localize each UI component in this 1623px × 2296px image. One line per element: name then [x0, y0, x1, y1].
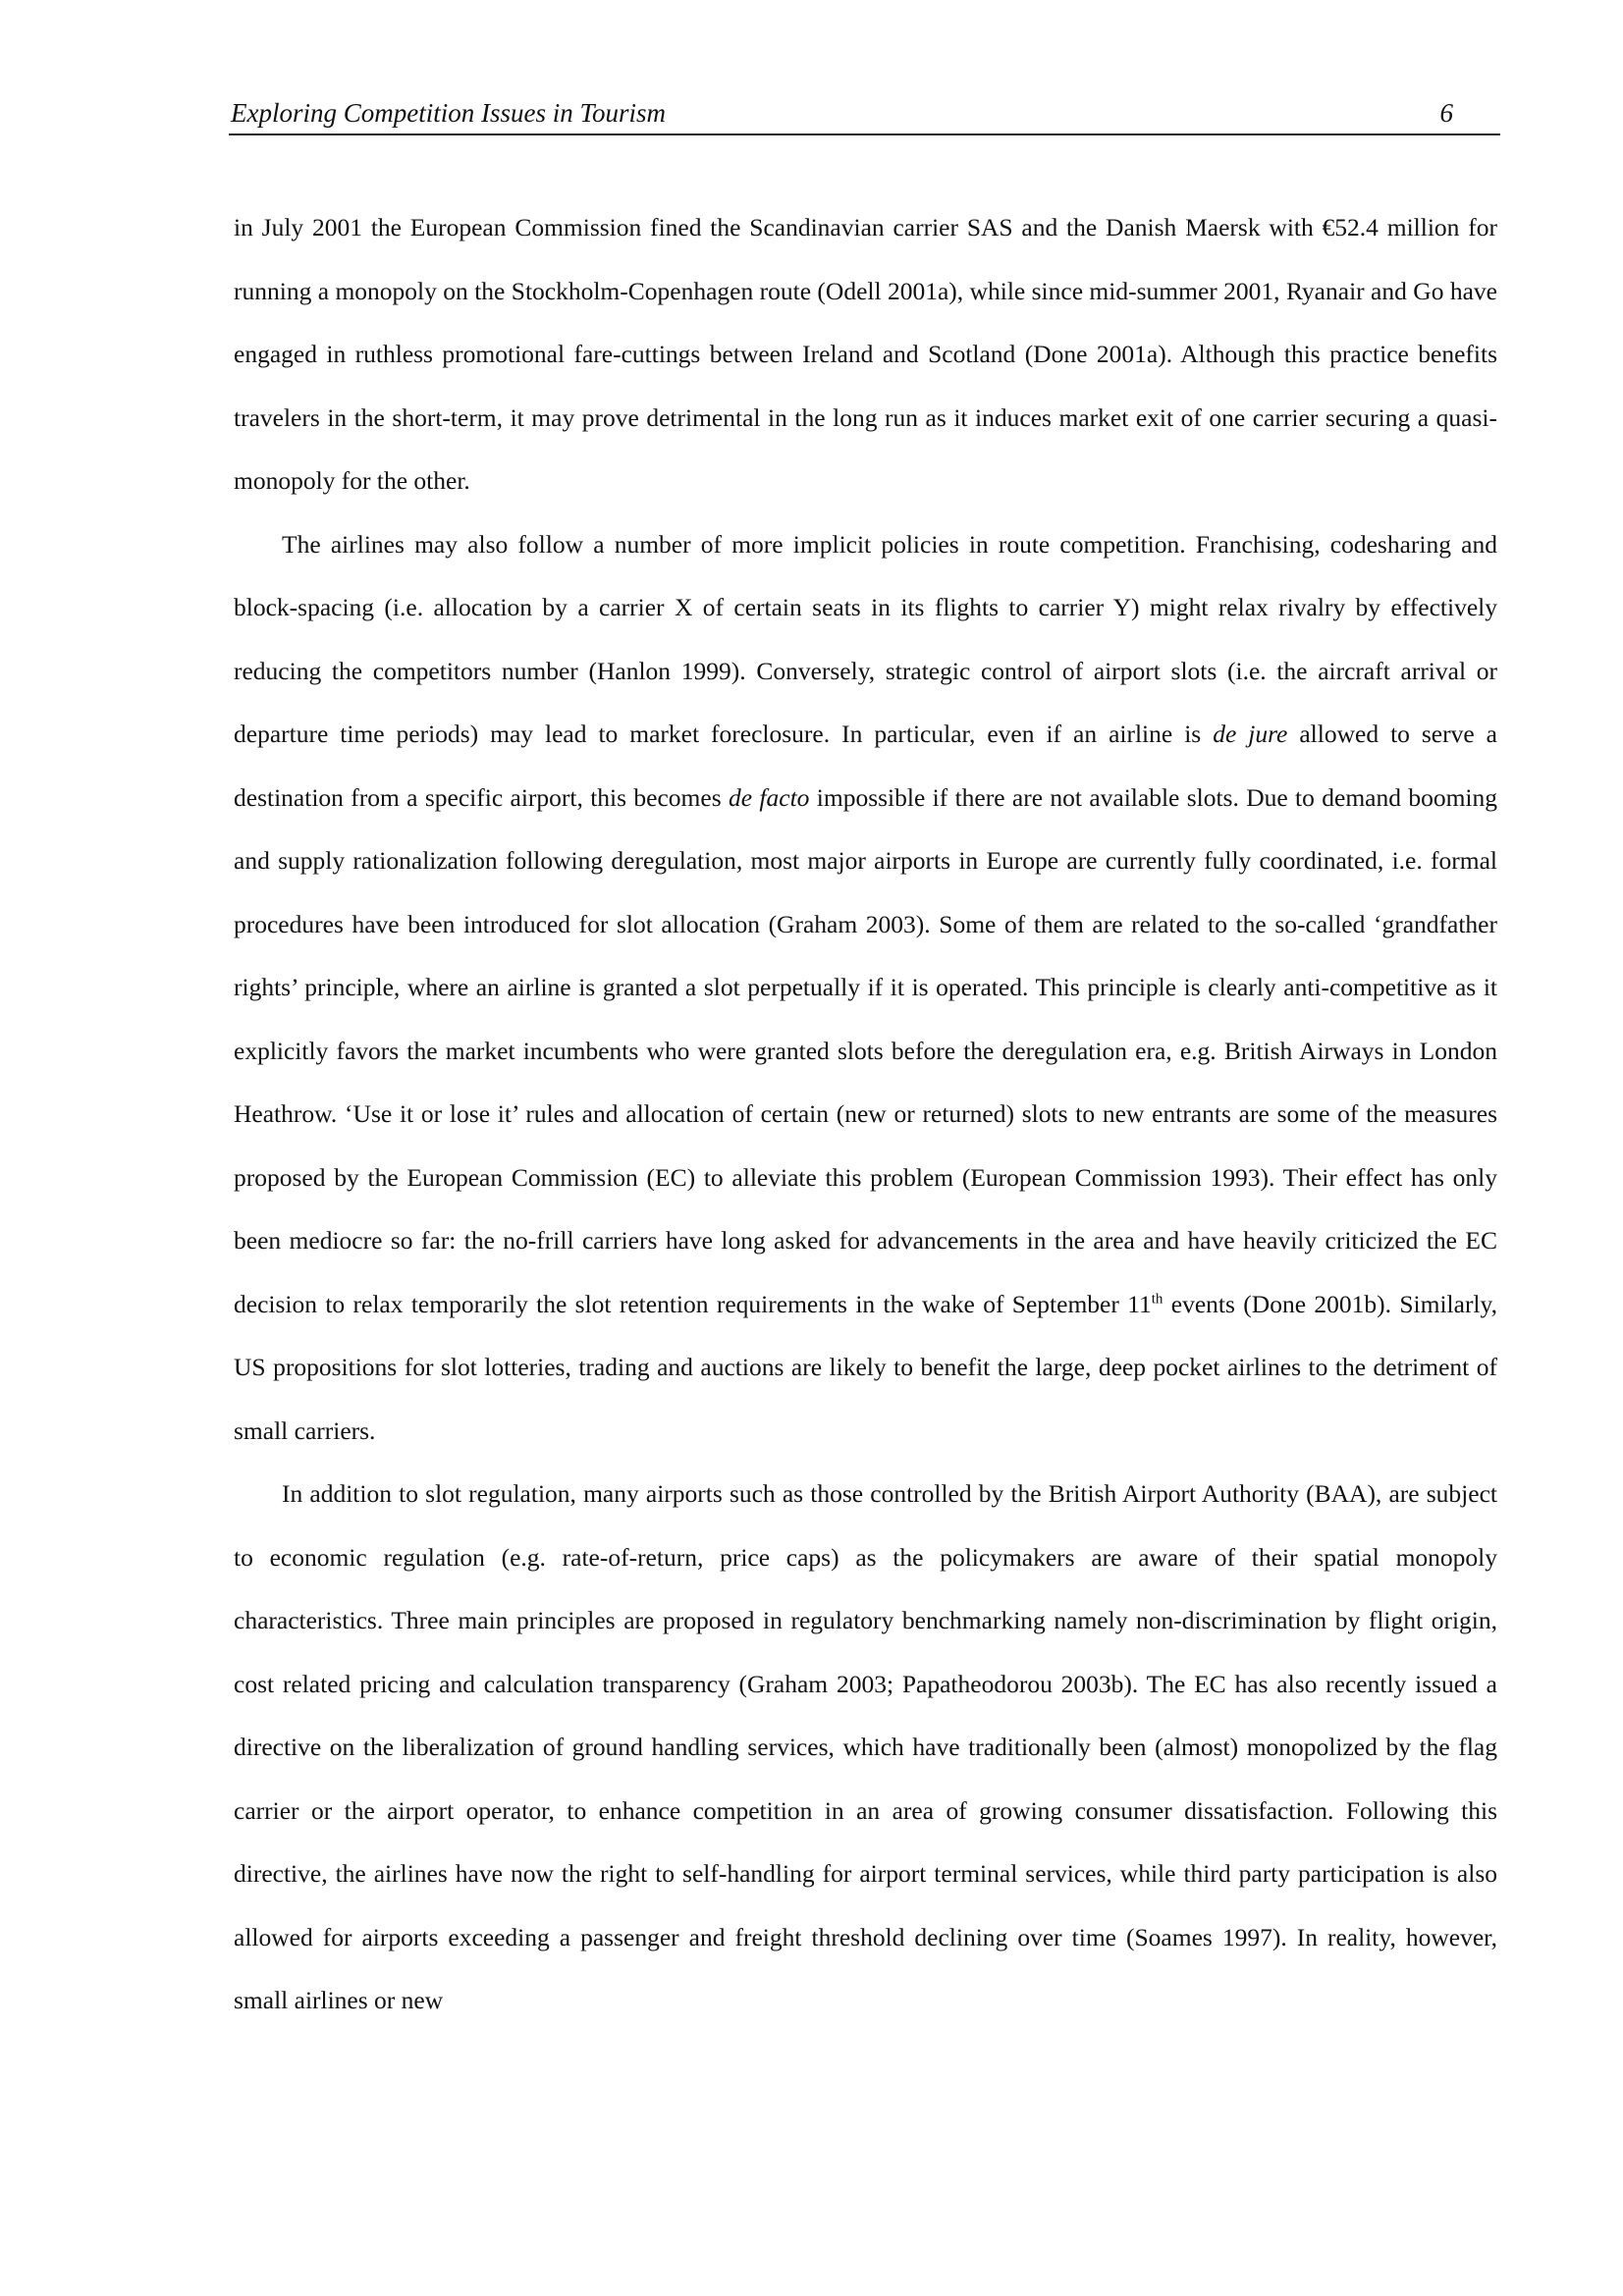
text-run: impossible if there are not available slots. Due to demand booming and supply rationalization following deregulation, most major airports in Europe are currently fully coordinated, i.e. formal procedures have been introduced for slot allocation (Graham 2003). Some of them are related to the so-called ‘grandfather rights’ principle, where an airline is granted a slot perpetually if it is operated. This principle is clearly anti-competitive as it explicitly favors the market incumbents who were granted slots before the deregulation era, e.g. British Airways in London Heathrow. ‘Use it or lose it’ rules and allocation of certain (new or returned) slots to new entrants are some of the measures proposed by the European Commission (EC) to alleviate this problem (European Commission 1993). Their effect has only been mediocre so far: the no-frill carriers have long asked for advancements in the area and have heavily criticized the EC decision to relax temporarily the slot retention requirements in the wake of September 11 [234, 782, 1497, 1318]
italic-term: de facto [729, 782, 810, 812]
paragraph-2 [234, 513, 1497, 1464]
italic-term: de jure [1213, 720, 1288, 748]
paragraph-1 [234, 196, 1497, 513]
page-number: 6 [1439, 98, 1453, 128]
running-header [229, 94, 1500, 135]
text-run: The airlines may also follow a number of more implicit policies in route competition. Franchising, codesharing and block-spacing (i.e. allocation by a carrier X of certain seats in its flights to carrier Y) might relax rivalry by effectively reducing the competitors number (Hanlon 1999). Conversely, strategic control of airport slots (i.e. the aircraft arrival or departure time periods) may lead to market foreclosure. In particular, even if an airline is [234, 529, 1497, 748]
text-run: In addition to slot regulation, many airports such as those controlled by the British Airport Authority (BAA), are subject to economic regulation (e.g. rate-of-return, price caps) as the policymakers are aware of their spatial monopoly characteristics. Three main principles are proposed in regulatory benchmarking namely non-discrimination by flight origin, cost related pricing and calculation transparency (Graham 2003; Papatheodorou 2003b). The EC has also recently issued a directive on the liberalization of ground handling services, which have traditionally been (almost) monopolized by the flag carrier or the airport operator, to enhance competition in an area of growing consumer dissatisfaction. Following this directive, the airlines have now the right to self-handling for airport terminal services, while third party participation is also allowed for airports exceeding a passenger and freight threshold declining over time (Soames 1997). In reality, however, small airlines or new [234, 1479, 1497, 2014]
text-run: events (Done 2001b). Similarly, US propositions for slot lotteries, trading and auctions are likely to benefit the large, deep pocket airlines to the detriment of small carriers. [234, 1289, 1497, 1445]
ordinal-superscript: th [1151, 1291, 1163, 1307]
paragraph-3 [234, 1463, 1497, 2033]
text-run: in July 2001 the European Commission fined the Scandinavian carrier SAS and the Danish Maersk with €52.4 million for running a monopoly on the Stockholm-Copenhagen route (Odell 2001a), while since mid-summer 2001, Ryanair and Go have engaged in ruthless promotional fare-cuttings between Ireland and Scotland (Done 2001a). Although this practice benefits travelers in the short-term, it may prove detrimental in the long run as it induces market exit of one carrier securing a quasi-monopoly for the other. [234, 213, 1497, 495]
running-title: Exploring Competition Issues in Tourism [231, 98, 667, 128]
body-text [234, 196, 1497, 2033]
text-run: allowed to serve a destination from a specific airport, this becomes [234, 720, 1497, 812]
